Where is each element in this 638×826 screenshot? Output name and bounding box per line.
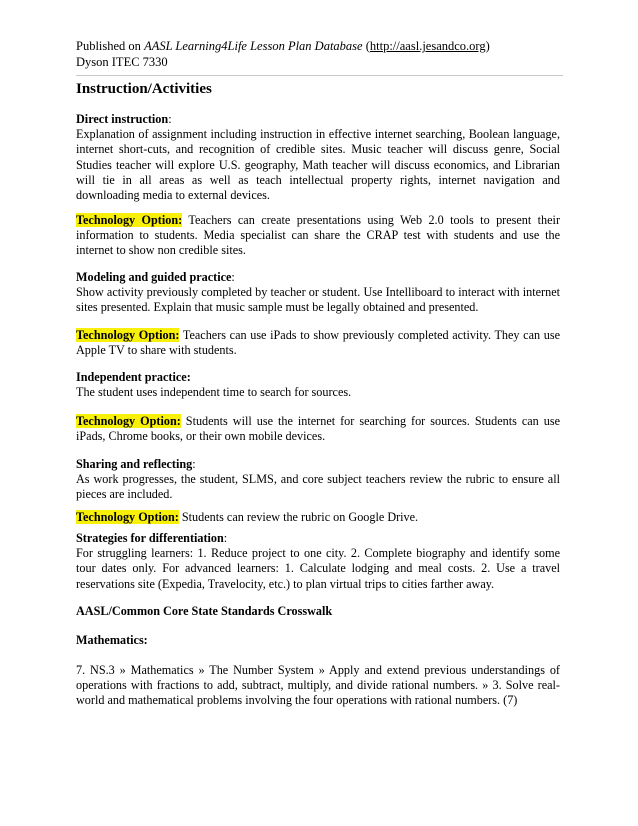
section-body: As work progresses, the student, SLMS, and core subject teachers review the rubric to ensure all pieces are included. (76, 472, 560, 502)
technology-option-body: Students will use the internet for searching for sources. Students can use iPads, Chrome books, or their own mobile devices. (76, 414, 561, 444)
page-header (76, 38, 490, 70)
technology-option-label: Technology Option: (76, 213, 183, 227)
technology-option-1 (76, 213, 560, 259)
technology-option-label: Technology Option: (76, 328, 180, 342)
section-body: Show activity previously completed by teacher or student. Use Intelliboard to interact with internet sites presented. Explain that music sample must be legally obtained and presented. (76, 285, 560, 315)
technology-option-label: Technology Option: (76, 414, 181, 428)
database-link[interactable]: http://aasl.jesandco.org (369, 39, 486, 53)
mathematics-heading (76, 633, 560, 648)
section-title: Independent practice: (76, 370, 191, 384)
section-title: Mathematics: (76, 633, 148, 647)
direct-instruction-section (76, 112, 560, 203)
page-title: Instruction/Activities (76, 81, 212, 97)
technology-option-2 (76, 328, 560, 358)
technology-option-3 (76, 414, 560, 444)
publication-prefix: Published on (76, 39, 145, 53)
standard-section (76, 663, 560, 709)
link-close-paren: ) (485, 39, 490, 53)
section-body: The student uses independent time to search for sources. (76, 385, 352, 400)
section-title: Strategies for differentiation (76, 531, 224, 545)
course-line: Dyson ITEC 7330 (76, 55, 168, 69)
section-colon: : (231, 270, 235, 284)
technology-option-body: Students can review the rubric on Google Drive. (178, 510, 419, 524)
sharing-section (76, 457, 560, 503)
section-title: Sharing and reflecting (76, 457, 193, 471)
section-body: 7. NS.3 » Mathematics » The Number System » Apply and extend previous understandings of operations with fractions to add, subtract, multiply, and divide rational numbers. » 3. Solve real-world and mathematical problems involving the four operations with rational numbers. (7) (76, 663, 560, 708)
technology-option-label: Technology Option: (76, 510, 179, 524)
technology-option-body: Teachers can use iPads to show previously completed activity. They can use Apple TV to share with students. (76, 328, 560, 358)
section-colon: : (192, 457, 196, 471)
link-open-paren: ( (362, 39, 370, 53)
section-colon: : (168, 112, 172, 126)
section-colon: : (223, 531, 228, 545)
differentiation-section (76, 531, 560, 592)
publication-line (76, 38, 490, 54)
section-body: For struggling learners: 1. Reduce project to one city. 2. Complete biography and identify some tour dates only. For advanced learners: 1. Calculate lodging and meal costs. 2. Use a travel reservations site (Expedia, Travelocity, etc.) to plan virtual trips to cities farther away. (76, 546, 560, 591)
technology-option-4 (76, 510, 560, 525)
modeling-section (76, 270, 560, 316)
crosswalk-heading (76, 604, 560, 619)
database-name: AASL Learning4Life Lesson Plan Database (144, 39, 363, 53)
section-title: AASL/Common Core State Standards Crosswalk (76, 604, 333, 618)
section-title: Direct instruction (76, 112, 169, 126)
header-divider (76, 75, 563, 76)
section-title: Modeling and guided practice (76, 270, 232, 284)
independent-practice-section (76, 370, 560, 400)
section-body: Explanation of assignment including instruction in effective internet searching, Boolean language, internet short-cuts, and recognition of credible sites. Music teacher will discuss genre, Social Studies teacher will explore U.S. geography, Math teacher will discuss economics, and Librarian will tie in all areas as well as teach intellectual property rights, internet navigation and downloading media to external devices. (76, 127, 560, 203)
technology-option-body: Teachers can create presentations using Web 2.0 tools to present their information to students. Media specialist can share the CRAP test with students and use the internet to show non credible sites. (76, 213, 560, 258)
